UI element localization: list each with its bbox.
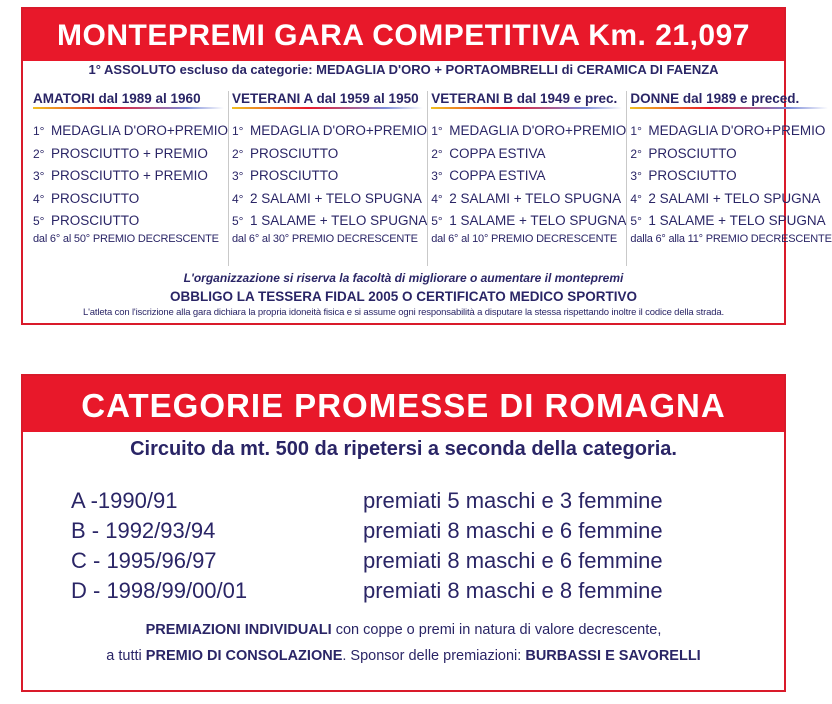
decreasing-prizes-note: dal 6° al 30° PREMIO DECRESCENTE	[232, 232, 418, 245]
prize-position: 1°	[33, 124, 45, 138]
prize-position: 2°	[630, 146, 642, 161]
prize-position: 4°	[33, 191, 45, 206]
prize-position: 5°	[232, 214, 244, 228]
prize-text: 1 SALAME + TELO SPUGNA	[648, 213, 826, 228]
prize-position: 4°	[431, 191, 443, 206]
prize-item	[431, 210, 626, 233]
prize-item	[33, 188, 228, 211]
prize-item	[232, 143, 427, 166]
prize-position: 3°	[431, 169, 443, 183]
sponsor-name: BURBASSI E SAVORELLI	[525, 648, 701, 664]
prize-text: MEDAGLIA D'ORO+PREMIO	[51, 123, 228, 138]
individual-awards-label: PREMIAZIONI INDIVIDUALI	[145, 622, 332, 638]
prize-position: 2°	[33, 146, 45, 161]
prize-text: PROSCIUTTO	[250, 145, 339, 161]
prize-item	[232, 210, 427, 233]
prize-list	[630, 120, 831, 233]
prize-item	[431, 188, 626, 211]
prize-item	[431, 165, 626, 188]
prize-text: MEDAGLIA D'ORO+PREMIO	[250, 123, 427, 138]
decreasing-prizes-note: dalla 6° alla 11° PREMIO DECRESCENTE	[630, 232, 832, 245]
prize-list	[33, 120, 228, 233]
prize-text: MEDAGLIA D'ORO+PREMIO	[648, 123, 826, 138]
prize-position: 5°	[630, 214, 642, 228]
individual-awards-note	[23, 622, 784, 638]
prize-position: 3°	[33, 169, 45, 183]
prize-item	[232, 165, 427, 188]
prize-text: PROSCIUTTO	[250, 168, 339, 183]
prize-text: PROSCIUTTO	[51, 190, 140, 206]
prize-text: PROSCIUTTO	[648, 145, 737, 161]
prize-position: 2°	[232, 146, 244, 161]
prize-item	[630, 210, 831, 233]
category-column-veterani-b	[427, 91, 626, 266]
circuit-description: Circuito da mt. 500 da ripetersi a seconda della categoria.	[130, 438, 677, 460]
consolation-prefix: a tutti	[106, 648, 146, 664]
prize-text: COPPA ESTIVA	[449, 145, 546, 161]
youth-categories-title: CATEGORIE PROMESSE DI ROMAGNA	[23, 376, 784, 432]
prize-item	[431, 143, 626, 166]
category-years: D - 1998/99/00/01	[71, 578, 248, 603]
youth-categories-panel	[21, 374, 786, 692]
category-column-amatori	[31, 91, 228, 266]
prize-text: 1 SALAME + TELO SPUGNA	[250, 213, 428, 228]
prize-position: 3°	[232, 169, 244, 183]
prize-money-title: MONTEPREMI GARA COMPETITIVA Km. 21,097	[23, 9, 784, 61]
category-prizes: premiati 8 maschi e 6 femmine	[363, 548, 663, 573]
prize-text: COPPA ESTIVA	[449, 168, 546, 183]
prize-item	[630, 120, 831, 143]
prize-position: 5°	[431, 214, 443, 228]
youth-category-row	[71, 516, 771, 546]
decreasing-prizes-note: dal 6° al 10° PREMIO DECRESCENTE	[431, 232, 617, 245]
prize-position: 1°	[630, 124, 642, 138]
prize-position: 1°	[431, 124, 443, 138]
consolation-prize-label: PREMIO DI CONSOLAZIONE	[145, 648, 343, 664]
category-column-donne	[626, 91, 831, 266]
overall-winner-subtitle: 1° ASSOLUTO escluso da categorie: MEDAGLIA D'ORO + PORTAOMBRELLI di CERAMICA DI FAENZA	[88, 62, 719, 77]
prize-position: 4°	[630, 191, 642, 206]
fidal-requirement-note: OBBLIGO LA TESSERA FIDAL 2005 O CERTIFICATO MEDICO SPORTIVO	[169, 289, 638, 304]
prize-item	[33, 165, 228, 188]
youth-category-row	[71, 486, 771, 516]
category-years: B - 1992/93/94	[71, 518, 216, 543]
prize-item	[431, 120, 626, 143]
sponsor-note	[23, 648, 784, 664]
prize-text: 2 SALAMI + TELO SPUGNA	[250, 190, 422, 206]
prize-text: 1 SALAME + TELO SPUGNA	[449, 213, 627, 228]
decreasing-prizes-note: dal 6° al 50° PREMIO DECRESCENTE	[33, 232, 219, 245]
category-prizes: premiati 5 maschi e 3 femmine	[363, 488, 663, 513]
youth-category-row	[71, 546, 771, 576]
prize-position: 4°	[232, 191, 244, 206]
prize-money-panel	[21, 7, 832, 325]
prize-text: MEDAGLIA D'ORO+PREMIO	[449, 123, 627, 138]
prize-list	[232, 120, 427, 233]
youth-category-list	[71, 486, 771, 606]
prize-item	[33, 210, 228, 233]
category-prizes: premiati 8 maschi e 6 femmine	[363, 518, 663, 543]
prize-item	[232, 120, 427, 143]
prize-position: 1°	[232, 124, 244, 138]
column-header: VETERANI A dal 1959 al 1950	[232, 91, 427, 109]
prize-text: PROSCIUTTO + PREMIO	[51, 145, 208, 161]
category-years: C - 1995/96/97	[71, 548, 217, 573]
category-columns	[31, 91, 832, 266]
prize-position: 5°	[33, 214, 45, 228]
prize-text: PROSCIUTTO	[648, 168, 737, 183]
athlete-disclaimer: L'atleta con l'iscrizione alla gara dichiara la propria idoneità fisica e si assume ogni responsabilità a disputare la stessa rispettando inoltre il codice della strada.	[82, 307, 724, 318]
prize-position: 3°	[630, 169, 642, 183]
individual-awards-text: con coppe o premi in natura di valore decrescente,	[331, 622, 662, 638]
category-years: A -1990/91	[71, 488, 178, 513]
prize-text: PROSCIUTTO + PREMIO	[51, 168, 208, 183]
prize-list	[431, 120, 626, 233]
sponsor-prefix: . Sponsor delle premiazioni:	[342, 648, 526, 664]
prize-text: 2 SALAMI + TELO SPUGNA	[449, 190, 622, 206]
prize-item	[232, 188, 427, 211]
prize-item	[630, 165, 831, 188]
prize-position: 2°	[431, 146, 443, 161]
prize-text: PROSCIUTTO	[51, 213, 140, 228]
prize-text: 2 SALAMI + TELO SPUGNA	[648, 190, 821, 206]
prize-item	[33, 120, 228, 143]
youth-category-row	[71, 576, 771, 606]
organizer-reserve-note: L'organizzazione si riserva la facoltà di migliorare o aumentare il montepremi	[183, 271, 624, 285]
prize-item	[630, 143, 831, 166]
category-prizes: premiati 8 maschi e 8 femmine	[363, 578, 663, 603]
prize-item	[630, 188, 831, 211]
category-column-veterani-a	[228, 91, 427, 266]
prize-item	[33, 143, 228, 166]
column-header: VETERANI B dal 1949 e prec.	[431, 91, 626, 109]
column-header: AMATORI dal 1989 al 1960	[33, 91, 228, 109]
column-header: DONNE dal 1989 e preced.	[630, 91, 831, 109]
